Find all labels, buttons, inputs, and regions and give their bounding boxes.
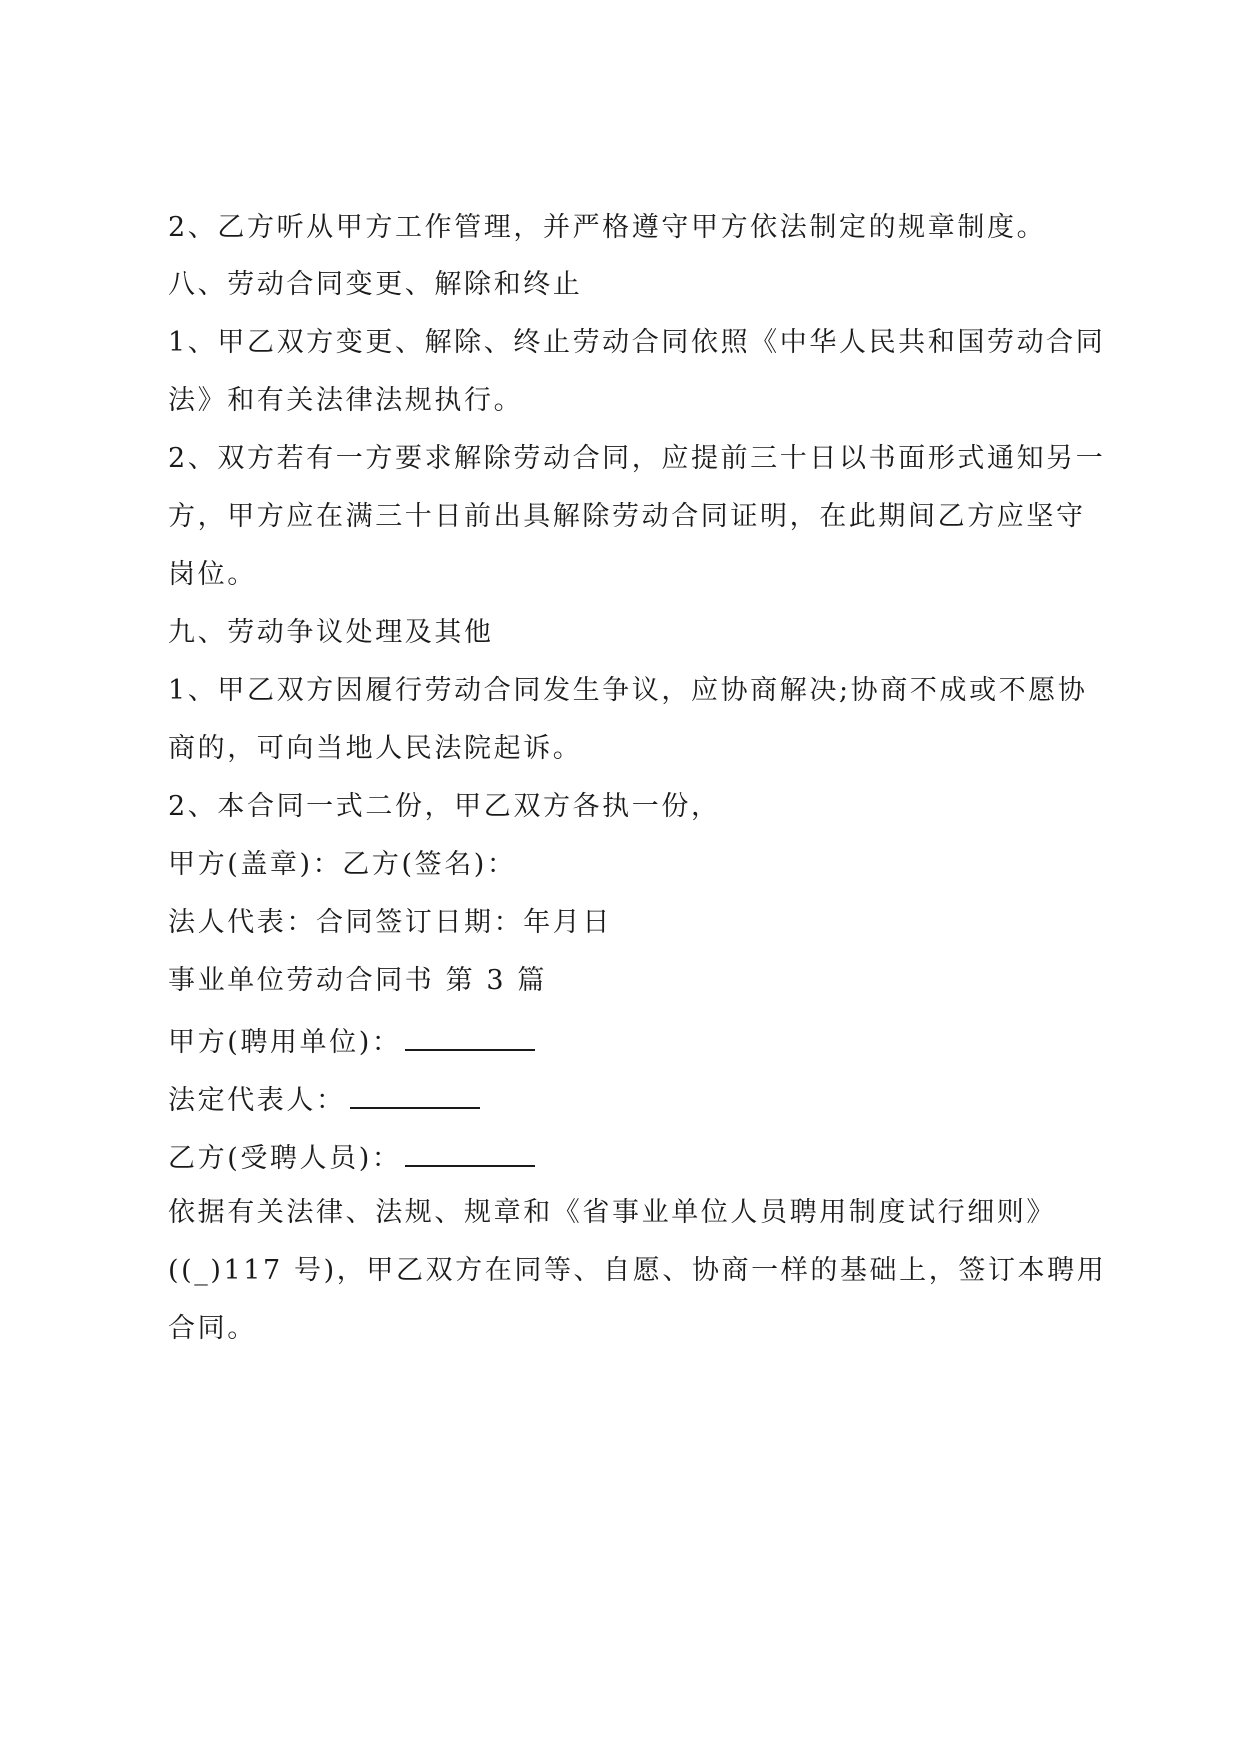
clause-9-1-line-1: 1、甲乙双方因履行劳动合同发生争议，应协商解决;协商不成或不愿协: [168, 675, 1088, 706]
legal-rep-blank: [350, 1077, 480, 1109]
clause-8-2b-line-1: 2、双方若有一方要求解除劳动合同，应提前三十日以书面形式通知另一: [168, 443, 1106, 474]
party-b-label: 乙方(受聘人员)：: [168, 1143, 402, 1174]
party-a-label: 甲方(聘用单位)：: [168, 1027, 402, 1058]
clause-8-1-line-1: 1、甲乙双方变更、解除、终止劳动合同依照《中华人民共和国劳动合同: [168, 327, 1106, 358]
party-a-field: [168, 1019, 1088, 1063]
signature-party-line: 甲方(盖章)：乙方(签名)：: [168, 849, 517, 880]
clause-9-2: 2、本合同一式二份，甲乙双方各执一份，: [168, 791, 721, 822]
party-b-blank: [405, 1135, 535, 1167]
party-a-blank: [405, 1019, 535, 1051]
clause-9-1-line-2: 商的，可向当地人民法院起诉。: [168, 733, 583, 764]
clause-8-2b-line-3: 岗位。: [168, 559, 257, 590]
clause-8-2: 2、乙方听从甲方工作管理，并严格遵守甲方依法制定的规章制度。: [168, 212, 1047, 243]
section-8-heading: 八、劳动合同变更、解除和终止: [168, 269, 583, 300]
signature-date-line: 法人代表：合同签订日期：年月日: [168, 907, 612, 938]
basis-line-3: 合同。: [168, 1313, 257, 1344]
part-3-title: 事业单位劳动合同书 第 3 篇: [168, 965, 547, 996]
party-b-field: [168, 1135, 1088, 1179]
clause-8-2b-line-2: 方，甲方应在满三十日前出具解除劳动合同证明，在此期间乙方应坚守: [168, 501, 1086, 532]
legal-rep-label: 法定代表人：: [168, 1085, 346, 1116]
basis-line-2: ((_)117 号)，甲乙双方在同等、自愿、协商一样的基础上，签订本聘用: [168, 1255, 1107, 1286]
section-9-heading: 九、劳动争议处理及其他: [168, 617, 494, 648]
clause-8-1-line-2: 法》和有关法律法规执行。: [168, 385, 524, 416]
legal-rep-field: [168, 1077, 1088, 1121]
basis-line-1: 依据有关法律、法规、规章和《省事业单位人员聘用制度试行细则》: [168, 1197, 1056, 1228]
